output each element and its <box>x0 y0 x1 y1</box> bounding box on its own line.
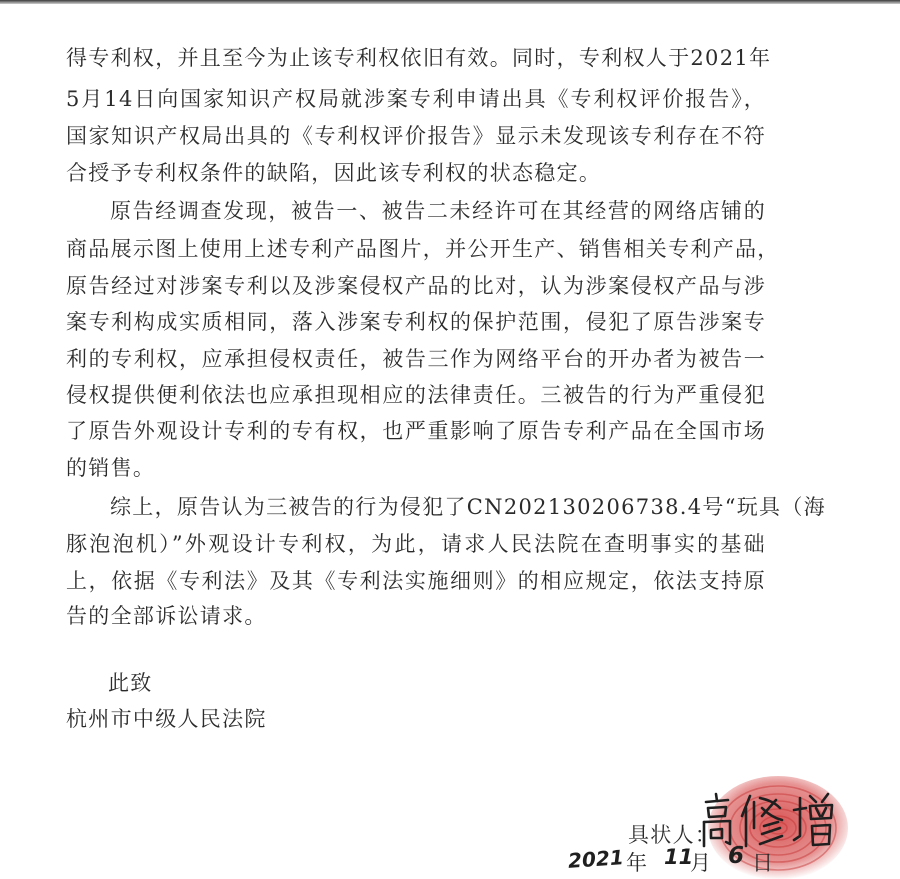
handwritten-date <box>560 845 780 879</box>
plaintiff-label: 具状人： <box>628 823 718 847</box>
date-month-char: 月 <box>690 851 711 875</box>
date-year-char: 年 <box>626 851 647 875</box>
text-line: 豚泡泡机）”外观设计专利权，为此，请求人民法院在查明事实的基础 <box>66 532 766 556</box>
text-line: 利的专利权，应承担侵权责任，被告三作为网络平台的开办者为被告一 <box>66 347 766 371</box>
text-line: 侵权提供便利依法也应承担现相应的法律责任。三被告的行为严重侵犯 <box>66 383 766 407</box>
date-day: 6 <box>728 843 745 869</box>
date-day-char: 日 <box>752 851 773 875</box>
text-line: 得专利权，并且至今为止该专利权依旧有效。同时，专利权人于2021年 <box>66 46 772 70</box>
text-line: 综上，原告认为三被告的行为侵犯了CN202130206738.4号“玩具（海 <box>110 495 826 519</box>
court-name: 杭州市中级人民法院 <box>66 707 267 731</box>
date-year: 2021 <box>567 845 625 873</box>
text-line: 合授予专利权条件的缺陷，因此该专利权的状态稳定。 <box>66 161 602 185</box>
text-line: 原告经过对涉案专利以及涉案侵权产品的比对，认为涉案侵权产品与涉 <box>66 274 766 298</box>
text-line: 5月14日向国家知识产权局就涉案专利申请出具《专利权评价报告》， <box>66 87 766 111</box>
date-month: 11 <box>664 845 694 869</box>
text-line: 商品展示图上使用上述专利产品图片，并公开生产、销售相关专利产品， <box>66 237 780 261</box>
salutation: 此致 <box>108 671 153 695</box>
text-line: 了原告外观设计专利的专有权，也严重影响了原告专利产品在全国市场 <box>66 419 766 443</box>
text-line: 原告经调查发现，被告一、被告二未经许可在其经营的网络店铺的 <box>110 199 766 223</box>
text-line: 告的全部诉讼请求。 <box>66 604 267 628</box>
text-line: 的销售。 <box>66 456 156 480</box>
text-line: 上，依据《专利法》及其《专利法实施细则》的相应规定，依法支持原 <box>66 569 766 593</box>
text-line: 案专利构成实质相同，落入涉案专利权的保护范围，侵犯了原告涉案专 <box>66 310 766 334</box>
text-line: 国家知识产权局出具的《专利权评价报告》显示未发现该专利存在不符 <box>66 124 766 148</box>
